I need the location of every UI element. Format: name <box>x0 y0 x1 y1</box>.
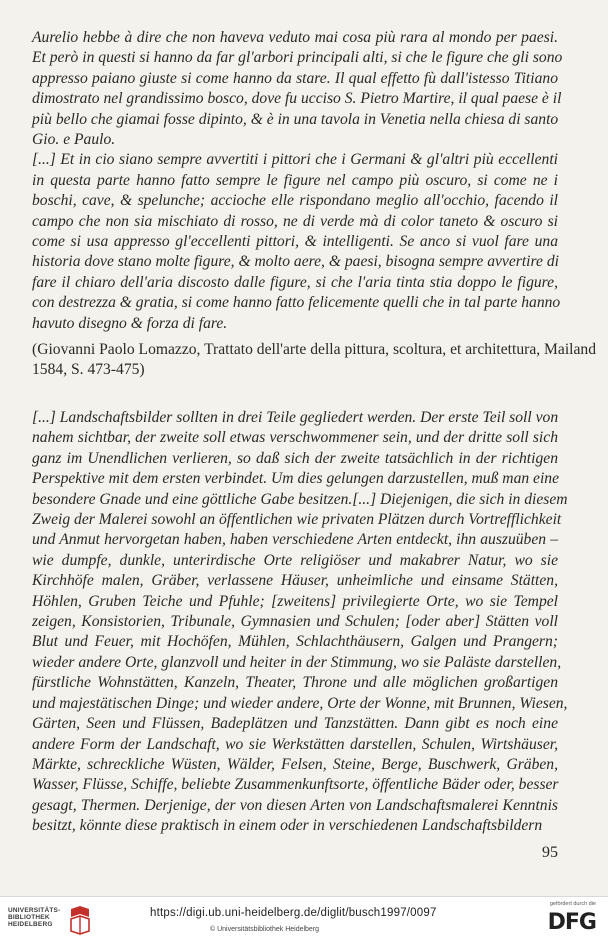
text-line: wie dumpfe, dunkle, unterirdische Orte religiöser und makabrer Natur, wo sie <box>32 551 558 569</box>
text-line: fürstliche Wohnstätten, Kanzeln, Theater, Throne und alle möglichen großartigen <box>32 674 558 692</box>
text-line: più bello che giamai fosse dipinto, & è in una tavola in Venetia nella chiesa di santo <box>32 110 559 128</box>
text-line: wieder andere Orte, glanzvoll und heiter in der Stimmung, wo sie Paläste darstellen, <box>32 653 562 671</box>
text-line: [...] Landschaftsbilder sollten in drei Teile gegliedert werden. Der erste Teil soll von <box>32 409 559 426</box>
german-quote <box>32 408 568 837</box>
citation <box>32 340 597 381</box>
text-line: Et però in questi si hanno da far gl'arbori principali alti, si che le figure che gli sono <box>32 49 563 67</box>
text-line: con destrezza & gratia, si come hanno fatto felicemente quelli che in tal parte hanno <box>32 294 561 312</box>
text-line: come si usa appresso gl'eccellenti pittori, & intelligenti. Se anco si vuol fare una <box>32 233 558 251</box>
text-line: Kirchhöfe malen, Gräber, verlassene Häuser, unheimliche und einsame Stätten, <box>32 572 558 590</box>
text-line: Perspektive mit dem ersten verbindet. Um dies gelungen darzustellen, muß man eine <box>32 470 560 488</box>
dfg-subtitle: gefördert durch die <box>549 901 596 907</box>
text-line: und Anmut hervorgetan haben, haben verschiedene Arten entdeckt, ihn auszuüben – <box>32 531 558 549</box>
text-line: zeigen, Konsistorien, Tribunale, Gymnasien und Schulen; [oder aber] Stätten voll <box>32 613 558 631</box>
text-line: Märkte, schreckliche Wüsten, Wälder, Felsen, Steine, Berge, Buschwerk, Gräben, <box>32 755 558 773</box>
text-line: besitzt, könnte diese praktisch in einem oder in verschiedenen Landschaftsbildern <box>32 817 543 835</box>
dfg-logo[interactable] <box>536 901 598 939</box>
page-url-link[interactable]: https://digi.ub.uni-heidelberg.de/diglit/busch1997/0097 <box>150 907 437 919</box>
library-emblem-icon <box>68 905 92 935</box>
copyright-notice: © Universitätsbibliothek Heidelberg <box>210 926 320 933</box>
dfg-wordmark: DFG <box>547 910 596 935</box>
text-line: andere Form der Landschaft, wo sie Werkstätten darstellen, Schulen, Wirtshäuser, <box>32 735 558 753</box>
text-line: Zweig der Malerei sowohl an öffentlichen wie privaten Plätzen durch Vortrefflichkeit <box>32 511 562 529</box>
text-line: fare il chiaro dell'aria discosto dalle figure, si che l'aria tinta stia doppo le figure, <box>32 273 558 291</box>
text-line: in questa parte hanno fatto sempre le figure nel campo più oscuro, si come ne i <box>32 171 558 189</box>
text-line: Gärten, Seen und Flüssen, Badeplätzen und Tanzstätten. Dann gibt es noch eine <box>32 715 558 733</box>
text-line: Aurelio hebbe à dire che non haveva veduto mai cosa più rara al mondo per paesi. <box>32 29 558 46</box>
page-number: 95 <box>542 844 558 861</box>
italian-quote <box>32 28 563 334</box>
text-line: historia dove stano molte figure, & molto aere, & paesi, bisogna sempre avvertire di <box>32 253 559 271</box>
text-line: (Giovanni Paolo Lomazzo, Trattato dell'arte della pittura, scoltura, et architettura, Mailand <box>32 341 597 358</box>
library-logo[interactable] <box>8 905 96 937</box>
text-line: und majestätischen Dinge; und wieder andere, Orte der Wonne, mit Brunnen, Wiesen, <box>32 694 568 712</box>
text-line: [...] Et in cio siano sempre avvertiti i pittori che i Germani & gl'altri più eccellenti <box>32 151 558 169</box>
text-line: Blut und Feuer, mit Hochöfen, Mühlen, Schlachthäusern, Galgen und Prangern; <box>32 633 558 651</box>
text-line: appresso paiano giuste si come hanno da stare. Il qual effetto fù dall'istesso Titiano <box>32 69 558 87</box>
text-line: besondere Gnade und eine göttliche Gabe besitzen.[...] Diejenigen, die sich in diesem <box>32 490 568 508</box>
library-name: UNIVERSITÄTS- BIBLIOTHEK HEIDELBERG <box>8 907 61 929</box>
text-line: campo che non sia mischiato di rosso, ne di verde mà di color taneto & oscuro si <box>32 212 558 230</box>
footer-bar <box>0 896 608 943</box>
text-line: Höhlen, Gruben Teiche und Pfuhle; [zweitens] privilegierte Orte, wo sie Tempel <box>32 592 558 610</box>
text-line: nahem sichtbar, der zweite soll etwas verschwommener sein, und der dritte soll sich <box>32 429 558 447</box>
text-line: Gio. e Paulo. <box>32 131 116 149</box>
text-line: boschi, cave, & spelunche; accioche elle rispondano meglio all'occhio, facendo il <box>32 192 558 210</box>
text-line: ganz im Unendlichen verlieren, so daß sich der zweite tatsächlich in der richtigen <box>32 449 558 467</box>
text-line: gesagt, Thermen. Derjenige, der von diesen Arten von Landschaftsmalerei Kenntnis <box>32 796 558 814</box>
text-line: dimostrato nel grandissimo bosco, dove fu ucciso S. Pietro Martire, il qual paese è il <box>32 90 562 108</box>
text-line: 1584, S. 473-475) <box>32 361 145 379</box>
text-line: havuto disegno & forza di fare. <box>32 314 228 332</box>
text-line: Wasser, Flüsse, Schiffe, beliebte Zusammenkunftsorte, öffentliche Bäder oder, besser <box>32 776 559 794</box>
